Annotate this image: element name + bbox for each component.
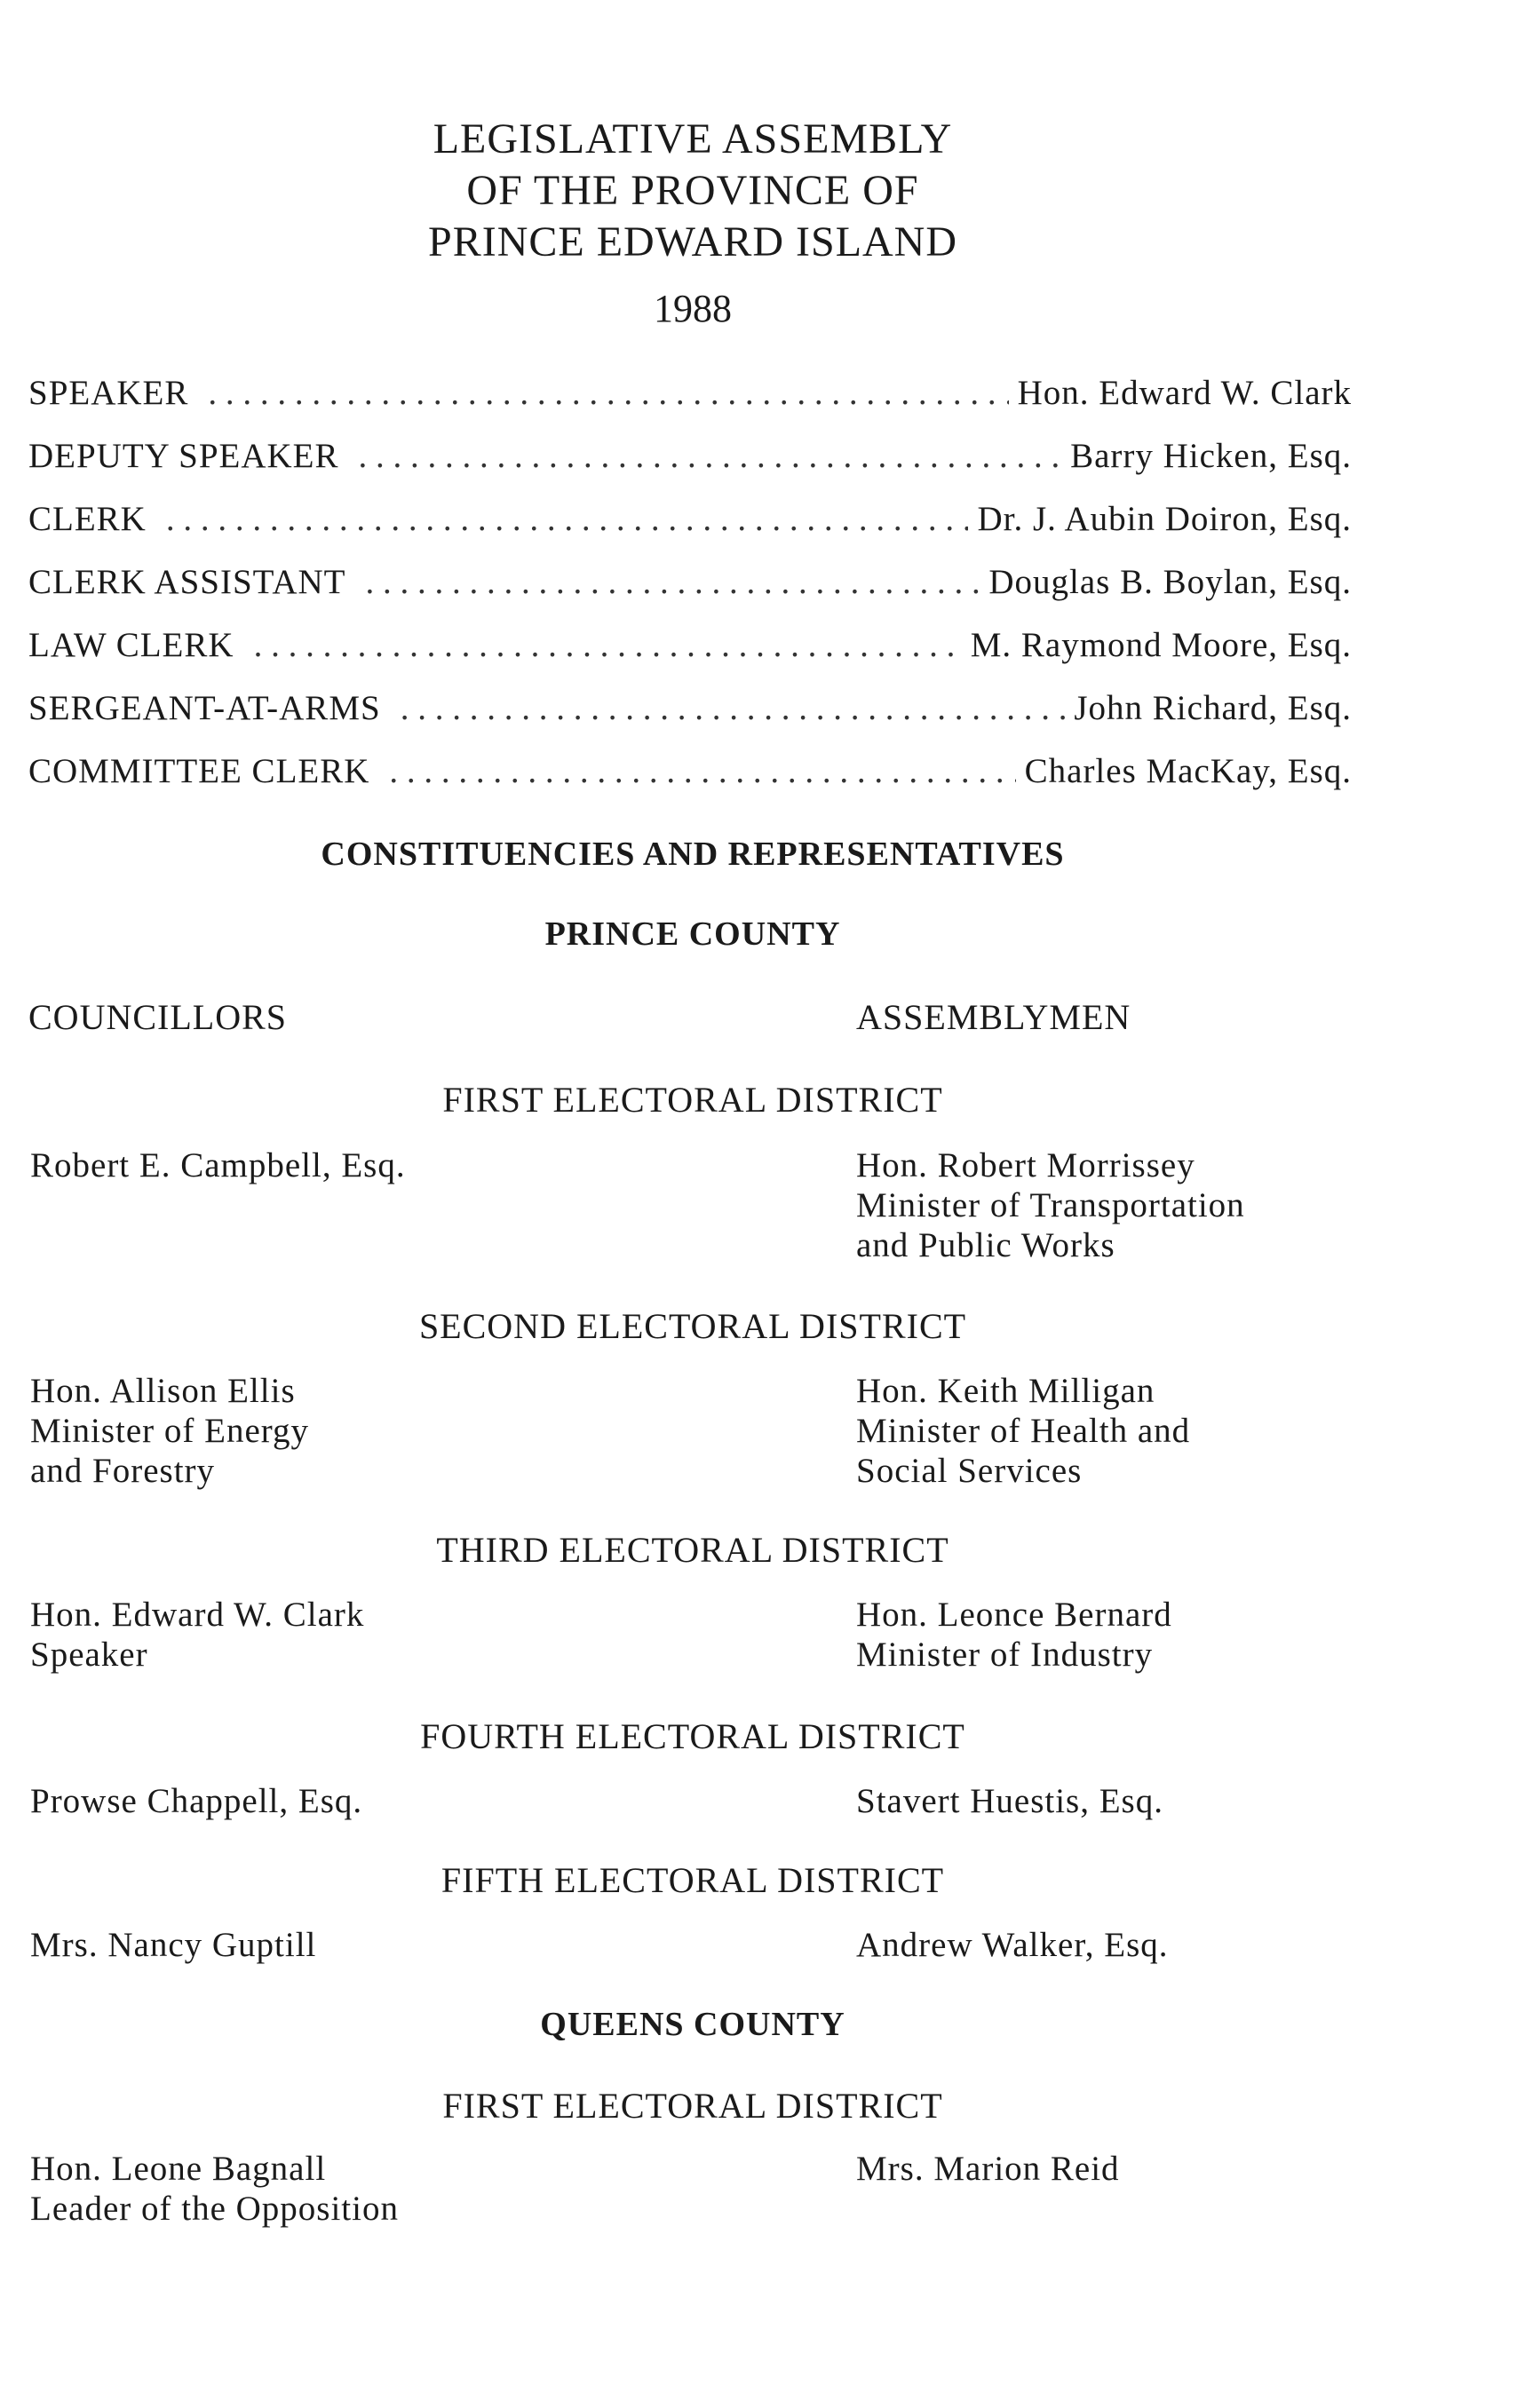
officer-title: CLERK	[28, 500, 147, 538]
officer-name: Charles MacKay, Esq.	[1024, 752, 1352, 790]
title-line: OF THE PROVINCE OF	[466, 167, 919, 214]
councillor-entry	[30, 1781, 362, 1821]
officer-title: LAW CLERK	[28, 626, 234, 664]
officer-title: COMMITTEE CLERK	[28, 752, 370, 790]
rep-line: Robert E. Campbell, Esq.	[30, 1146, 406, 1184]
rep-line: Prowse Chappell, Esq.	[30, 1782, 363, 1820]
rep-line: and Forestry	[30, 1452, 216, 1490]
assemblyman-entry	[856, 1595, 1172, 1675]
councillor-entry	[30, 1925, 316, 1965]
title-line: LEGISLATIVE ASSEMBLY	[433, 115, 953, 162]
dot-leader	[366, 562, 980, 602]
dot-leader	[359, 436, 1062, 476]
officer-name: M. Raymond Moore, Esq.	[970, 626, 1352, 664]
officer-title: DEPUTY SPEAKER	[28, 437, 339, 475]
officer-title: SERGEANT-AT-ARMS	[28, 689, 381, 727]
officer-name: John Richard, Esq.	[1074, 689, 1352, 727]
district-title: FIRST ELECTORAL DISTRICT	[442, 2086, 943, 2126]
officer-row	[28, 625, 1352, 688]
district-title: THIRD ELECTORAL DISTRICT	[436, 1530, 949, 1570]
county-heading-prince: PRINCE COUNTY	[544, 915, 841, 953]
rep-line: Hon. Leone Bagnall	[30, 2150, 327, 2188]
rep-line: Speaker	[30, 1636, 148, 1674]
officer-row	[28, 562, 1352, 625]
rep-line: Hon. Robert Morrissey	[856, 1146, 1195, 1184]
rep-line: Andrew Walker, Esq.	[856, 1926, 1169, 1964]
rep-line: Minister of Transportation	[856, 1186, 1245, 1224]
rep-line: Mrs. Nancy Guptill	[30, 1926, 317, 1964]
councillors-header: COUNCILLORS	[28, 997, 288, 1037]
rep-line: Social Services	[856, 1452, 1083, 1490]
assemblyman-entry	[856, 2149, 1120, 2189]
officer-title: SPEAKER	[28, 374, 189, 412]
assembly-title	[0, 114, 1385, 268]
rep-line: Leader of the Opposition	[30, 2190, 399, 2228]
officer-name: Dr. J. Aubin Doiron, Esq.	[977, 500, 1352, 538]
year-label: 1988	[654, 287, 732, 330]
dot-leader	[401, 688, 1066, 728]
dot-leader	[208, 373, 1008, 413]
officer-row	[28, 751, 1352, 814]
district-title: SECOND ELECTORAL DISTRICT	[418, 1306, 967, 1346]
dot-leader	[166, 499, 969, 539]
rep-line: Minister of Energy	[30, 1412, 310, 1450]
councillor-entry	[30, 1595, 364, 1675]
district-title: FOURTH ELECTORAL DISTRICT	[420, 1716, 965, 1756]
rep-line: Hon. Allison Ellis	[30, 1372, 296, 1410]
officer-name: Barry Hicken, Esq.	[1070, 437, 1352, 475]
rep-line: Hon. Keith Milligan	[856, 1372, 1155, 1410]
assemblyman-entry	[856, 1925, 1169, 1965]
officer-row	[28, 373, 1352, 436]
rep-line: Minister of Industry	[856, 1636, 1154, 1674]
councillor-entry	[30, 1371, 309, 1491]
rep-line: Stavert Huestis, Esq.	[856, 1782, 1163, 1820]
officer-title: CLERK ASSISTANT	[28, 563, 346, 601]
rep-line: and Public Works	[856, 1226, 1115, 1264]
rep-line: Minister of Health and	[856, 1412, 1191, 1450]
officers-list	[28, 373, 1352, 814]
councillor-entry	[30, 1145, 406, 1185]
assemblyman-entry	[856, 1371, 1190, 1491]
officer-row	[28, 436, 1352, 499]
rep-line: Hon. Leonce Bernard	[856, 1596, 1172, 1634]
county-heading-queens: QUEENS COUNTY	[540, 2006, 845, 2043]
section-heading: CONSTITUENCIES AND REPRESENTATIVES	[321, 836, 1065, 873]
assemblyman-entry	[856, 1145, 1245, 1265]
officer-name: Hon. Edward W. Clark	[1017, 374, 1352, 412]
officer-row	[28, 688, 1352, 751]
assemblymen-header: ASSEMBLYMEN	[856, 997, 1131, 1037]
district-title: FIRST ELECTORAL DISTRICT	[442, 1080, 943, 1120]
rep-line: Mrs. Marion Reid	[856, 2150, 1120, 2188]
title-line: PRINCE EDWARD ISLAND	[428, 218, 957, 265]
assemblyman-entry	[856, 1781, 1163, 1821]
officer-name: Douglas B. Boylan, Esq.	[988, 563, 1352, 601]
dot-leader	[389, 751, 1015, 791]
officer-row	[28, 499, 1352, 562]
dot-leader	[254, 625, 962, 665]
councillor-entry	[30, 2149, 399, 2229]
rep-line: Hon. Edward W. Clark	[30, 1596, 365, 1634]
district-title: FIFTH ELECTORAL DISTRICT	[441, 1860, 945, 1900]
